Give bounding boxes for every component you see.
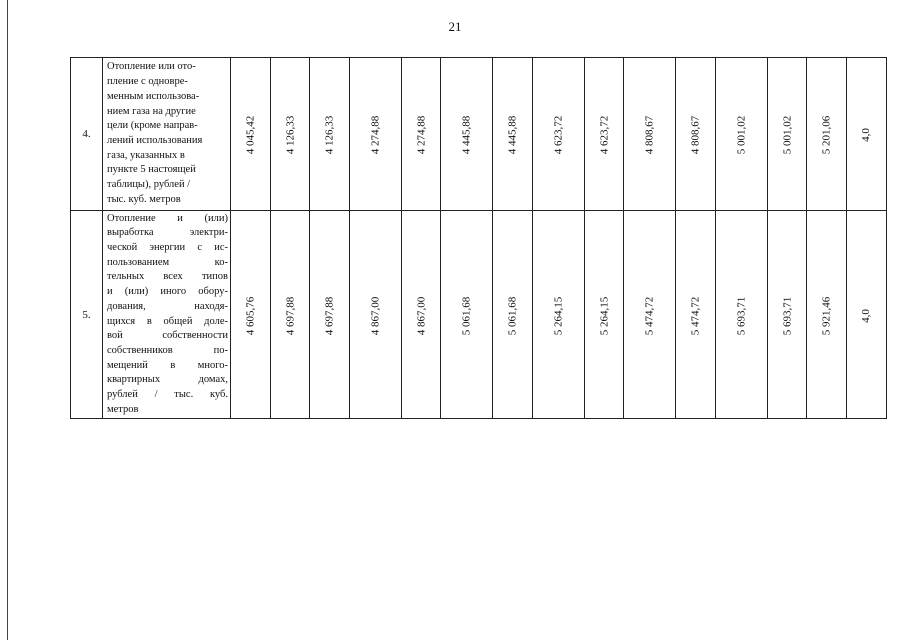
tariff-value-cell <box>401 211 441 419</box>
tariff-table <box>70 57 887 419</box>
row-description <box>103 58 231 211</box>
tariff-value: 4 623,72 <box>552 115 564 155</box>
desc-line: квартирных домах, <box>107 374 228 386</box>
tariff-value-cell <box>270 58 310 211</box>
tariff-value-cell <box>349 58 401 211</box>
table-row <box>71 211 887 419</box>
tariff-value: 5 001,02 <box>735 115 747 155</box>
tariff-value-cell <box>807 58 847 211</box>
tariff-value: 5 001,02 <box>780 115 793 155</box>
row-number: 5. <box>71 211 103 419</box>
desc-line: пление с одновре- <box>107 76 188 88</box>
tariff-value: 4,0 <box>860 128 872 142</box>
tariff-value-cell <box>441 211 493 419</box>
tariff-value-cell <box>807 211 847 419</box>
tariff-value: 5 061,68 <box>506 296 519 335</box>
tariff-value-cell <box>441 58 493 211</box>
tariff-value-cell <box>584 211 624 419</box>
tariff-value-cell <box>767 211 807 419</box>
tariff-value: 4 808,67 <box>689 115 702 155</box>
desc-line: тельных всех типов <box>107 271 228 283</box>
desc-line: собственников по- <box>107 344 228 356</box>
tariff-value: 5 474,72 <box>689 296 702 335</box>
tariff-value: 4 445,88 <box>460 115 473 155</box>
desc-line: мещений в много- <box>107 359 228 371</box>
desc-line: нием газа на другие <box>107 105 196 117</box>
tariff-value: 5 061,68 <box>460 296 473 335</box>
tariff-value-cell <box>231 211 271 419</box>
tariff-value-cell <box>532 58 584 211</box>
desc-line: щихся в общей доле- <box>107 315 228 327</box>
tariff-value: 4 605,76 <box>244 296 257 335</box>
tariff-value: 5 693,71 <box>735 296 747 335</box>
desc-line: пункте 5 настоящей <box>107 164 196 176</box>
tariff-value: 5 693,71 <box>780 296 793 335</box>
tariff-value-cell <box>310 211 350 419</box>
desc-line: Отопление или ото- <box>107 61 196 73</box>
desc-line: пользованием ко- <box>107 256 228 268</box>
binding-margin-line <box>7 0 8 640</box>
tariff-value: 5 921,46 <box>820 296 833 335</box>
tariff-value: 4,0 <box>860 308 872 323</box>
tariff-value-cell <box>231 58 271 211</box>
tariff-value-cell <box>767 58 807 211</box>
tariff-value: 5 474,72 <box>643 296 656 335</box>
tariff-value: 4 623,72 <box>597 115 610 155</box>
tariff-value-cell <box>846 58 886 211</box>
desc-line: цели (кроме направ- <box>107 120 198 132</box>
tariff-value-cell <box>532 211 584 419</box>
tariff-value-cell <box>624 58 676 211</box>
desc-line: дования, находя- <box>107 300 228 312</box>
tariff-value-cell <box>676 58 716 211</box>
tariff-value-cell <box>715 211 767 419</box>
tariff-value: 4 126,33 <box>283 115 296 155</box>
tariff-value-cell <box>676 211 716 419</box>
tariff-value: 4 697,88 <box>283 296 296 335</box>
tariff-value: 5 201,06 <box>820 115 833 155</box>
tariff-value: 4 126,33 <box>323 115 336 155</box>
desc-line: рублей / тыс. куб. <box>107 389 228 401</box>
desc-line: газа, указанных в <box>107 149 185 161</box>
tariff-value-cell <box>624 211 676 419</box>
tariff-value: 4 045,42 <box>244 115 257 155</box>
tariff-value-cell <box>846 211 886 419</box>
tariff-value-cell <box>310 58 350 211</box>
table-row <box>71 58 887 211</box>
tariff-value-cell <box>584 58 624 211</box>
desc-line: ческой энергии с ис- <box>107 241 228 253</box>
desc-line: вой собственности <box>107 330 228 342</box>
desc-line: менным использова- <box>107 90 200 102</box>
desc-line: таблицы), рублей / <box>107 179 191 191</box>
tariff-value: 5 264,15 <box>552 296 564 335</box>
tariff-value: 4 274,88 <box>369 115 381 155</box>
tariff-value-cell <box>493 211 533 419</box>
tariff-value: 4 867,00 <box>369 296 381 335</box>
tariff-value-cell <box>270 211 310 419</box>
row-description <box>103 211 231 419</box>
desc-line: выработка электри- <box>107 227 228 239</box>
tariff-value: 5 264,15 <box>597 296 610 335</box>
tariff-value: 4 274,88 <box>414 115 427 155</box>
tariff-value: 4 697,88 <box>323 296 336 335</box>
tariff-value-cell <box>493 58 533 211</box>
tariff-value-cell <box>715 58 767 211</box>
desc-line: лений использования <box>107 135 203 146</box>
page-number: 21 <box>448 19 462 34</box>
tariff-value: 4 867,00 <box>414 296 427 335</box>
desc-line: тыс. куб. метров <box>107 193 181 205</box>
desc-line: метров <box>107 403 139 415</box>
tariff-value: 4 445,88 <box>506 115 519 155</box>
desc-line: Отопление и (или) <box>107 212 228 224</box>
row-number: 4. <box>71 58 103 211</box>
tariff-value-cell <box>349 211 401 419</box>
tariff-value: 4 808,67 <box>643 115 656 155</box>
desc-line: и (или) иного обору- <box>107 286 228 298</box>
tariff-value-cell <box>401 58 441 211</box>
